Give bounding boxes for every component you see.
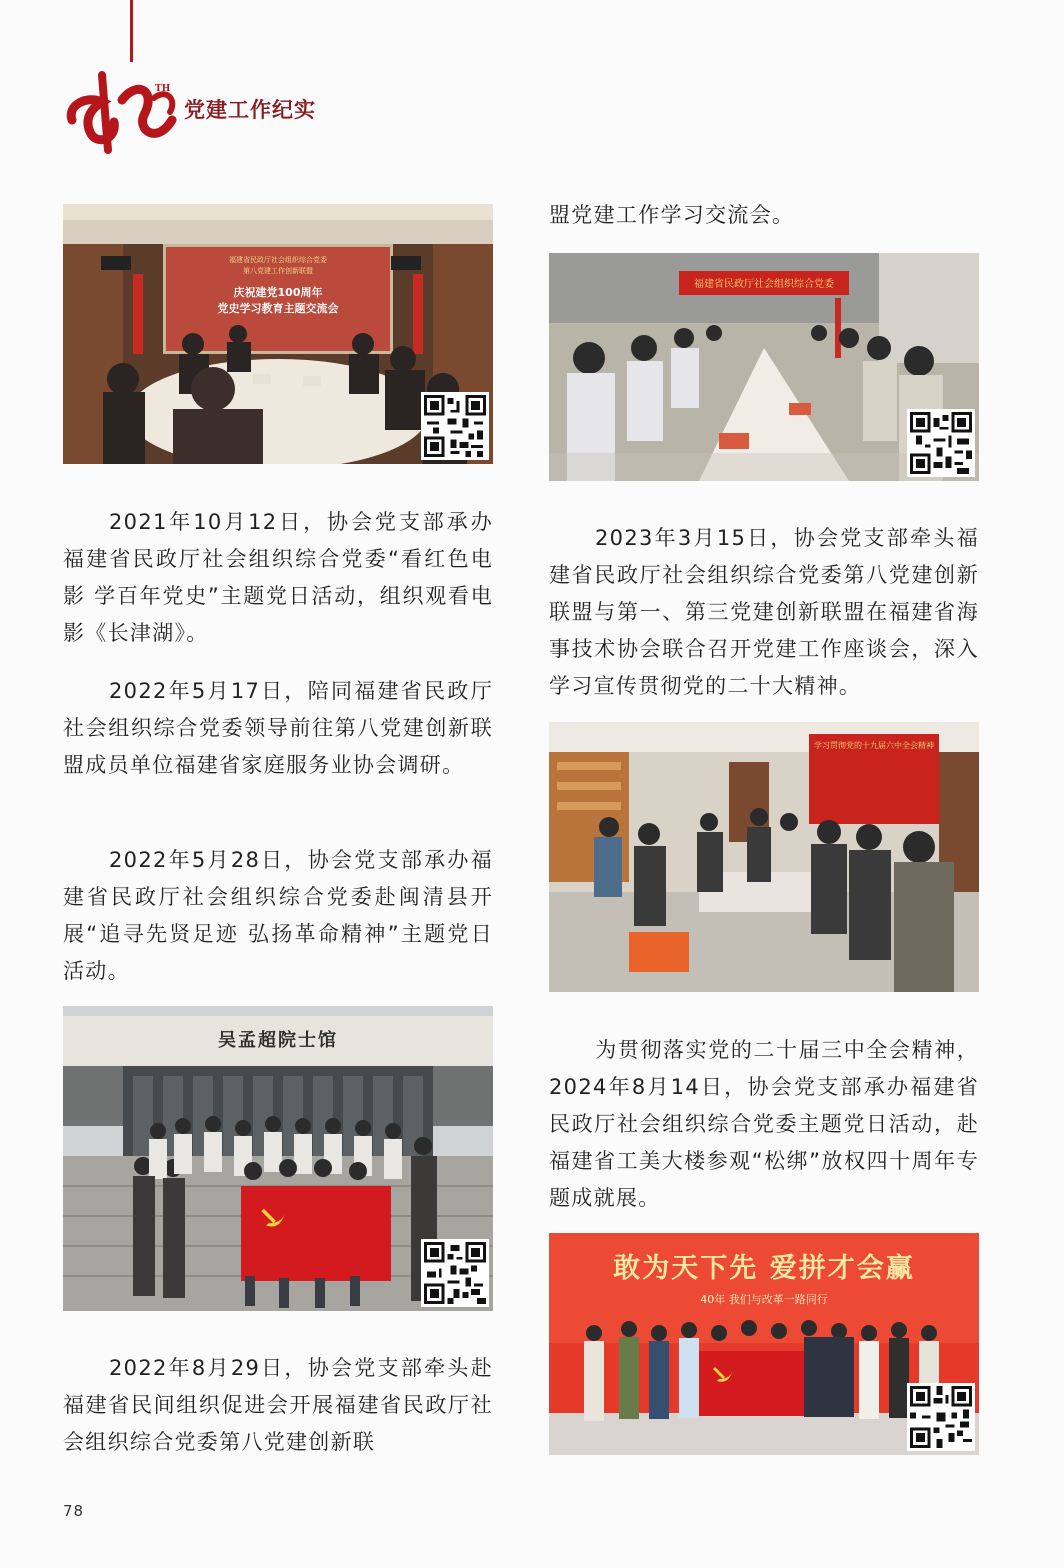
- exhibition-slogan: 敢为天下先 爱拼才会赢: [613, 1253, 915, 1284]
- screen-line-1: 福建省民政厅社会组织综合党委: [229, 256, 327, 264]
- meeting-banner: 福建省民政厅社会组织综合党委: [694, 279, 834, 290]
- paragraph-2024-08-14: 为贯彻落实党的二十届三中全会精神，2024年8月14日，协会党支部承办福建省民政厅社会组织综合党委主题党日活动，赴福建省工美大楼参观“松绑”放权四十周年专题成就展。: [549, 1038, 979, 1210]
- building-sign: 吴孟超院士馆: [218, 1030, 338, 1051]
- section-title: 党建工作纪实: [184, 97, 316, 122]
- screen-title-1: 庆祝建党100周年: [233, 286, 323, 299]
- paragraph-2021-10-12: 2021年10月12日，协会党支部承办福建省民政厅社会组织综合党委“看红色电影 学百年党史”主题党日活动，组织观看电影《长津湖》。: [63, 510, 493, 645]
- paragraph-2023-03-15: 2023年3月15日，协会党支部牵头福建省民政厅社会组织综合党委第八党建创新联盟与第一、第三党建创新联盟在福建省海事技术协会联合召开党建工作座谈会，深入学习宣传贯彻党的二十大精神。: [549, 526, 979, 698]
- screen-title-2: 党史学习教育主题交流会: [217, 302, 339, 315]
- anniversary-logo-icon: [62, 60, 182, 165]
- paragraph-2022-05-28: 2022年5月28日，协会党支部承办福建省民政厅社会组织综合党委赴闽清县开展“追寻先贤足迹 弘扬革命精神”主题党日活动。: [63, 848, 493, 983]
- photo-meeting-2021: [63, 204, 493, 464]
- qr-code-icon[interactable]: [907, 409, 975, 477]
- study-banner: 学习贯彻党的十九届六中全会精神: [814, 741, 934, 750]
- photo-meeting-2022-08: [549, 253, 979, 481]
- paragraph-2022-08-29-continued: 盟党建工作学习交流会。: [549, 203, 795, 227]
- photo-visit-meeting: [549, 722, 979, 992]
- qr-code-icon[interactable]: [907, 1383, 975, 1451]
- paragraph-2022-05-17: 2022年5月17日，陪同福建省民政厅社会组织综合党委领导前往第八党建创新联盟成员单位福建省家庭服务业协会调研。: [63, 679, 493, 777]
- screen-line-2: 第八党建工作创新联盟: [243, 267, 313, 275]
- logo-hanging-line: [130, 0, 133, 62]
- page-number: 78: [63, 1502, 85, 1520]
- paragraph-2022-08-29: 2022年8月29日，协会党支部牵头赴福建省民间组织促进会开展福建省民政厅社会组织综合党委第八党建创新联: [63, 1356, 493, 1454]
- photo-group-museum-2022: [63, 1006, 493, 1311]
- logo-th-label: TH: [155, 84, 171, 94]
- photo-exhibition-group-2024: [549, 1233, 979, 1455]
- qr-code-icon[interactable]: [421, 392, 489, 460]
- exhibition-subtitle: 40年 我们与改革一路同行: [700, 1293, 828, 1306]
- qr-code-icon[interactable]: [421, 1239, 489, 1307]
